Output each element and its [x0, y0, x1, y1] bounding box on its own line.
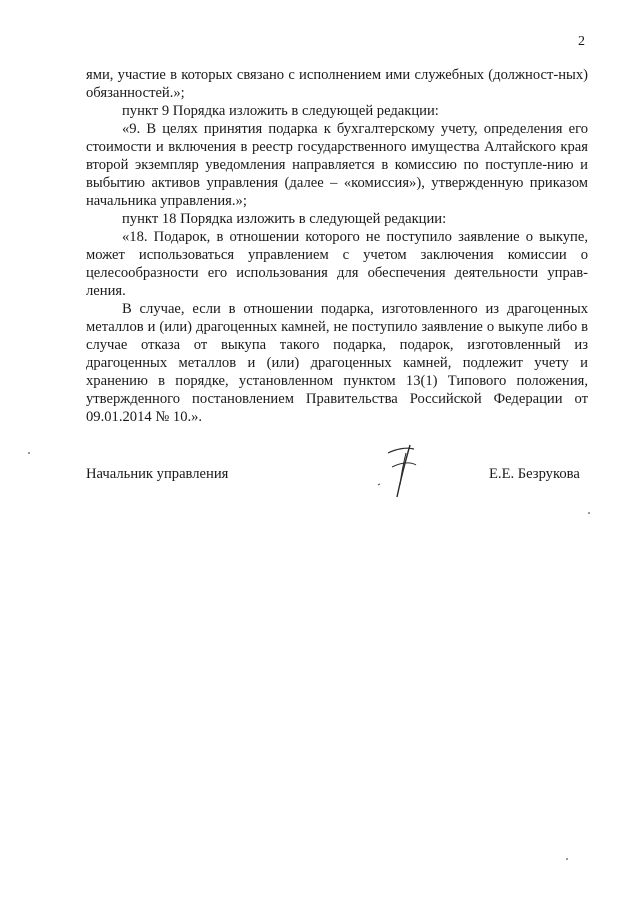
scan-speck — [566, 858, 568, 860]
paragraph-precious-metals: В случае, если в отношении подарка, изготовленного из драгоценных металлов и (или) драгоценных камней, не поступило заявление о выкупе либо в случае отказа от выкупа такого подарка, подарок, изготовленный из драгоценных металлов и (или) драгоценных камней, подлежит учету и хранению в порядке, установленном пунктом 13(1) Типового положения, утвержденного постановлением Правительства Российской Федерации от 09.01.2014 № 10.». — [86, 301, 588, 425]
paragraph-item-18-intro: пункт 18 Порядка изложить в следующей редакции: — [122, 211, 447, 227]
paragraph-item-9-text: «9. В целях принятия подарка к бухгалтерскому учету, определения его стоимости и включения в реестр государственного имущества Алтайского края второй экземпляр уведомления направляется в комиссию по поступле-нию и выбытию активов управления (далее – «комиссия»), утвержденную приказом начальника управления.»; — [86, 121, 588, 209]
paragraph-item-18-text: «18. Подарок, в отношении которого не поступило заявление о выкупе, может использоваться управлением с учетом заключения комиссии о целесообразности его использования для обеспечения деятельности управ-ления. — [86, 229, 588, 299]
signatory-name: Е.Е. Безрукова — [489, 466, 580, 482]
paragraph-item-9-intro: пункт 9 Порядка изложить в следующей редакции: — [122, 103, 439, 119]
handwritten-signature-icon — [370, 443, 430, 501]
signatory-position: Начальник управления — [86, 466, 229, 482]
scan-speck — [28, 452, 30, 454]
page-number: 2 — [578, 34, 585, 49]
document-body — [86, 66, 588, 426]
scan-speck — [588, 512, 590, 514]
paragraph-continuation: ями, участие в которых связано с исполнением ими служебных (должност-ных) обязанностей.»; — [86, 67, 588, 101]
